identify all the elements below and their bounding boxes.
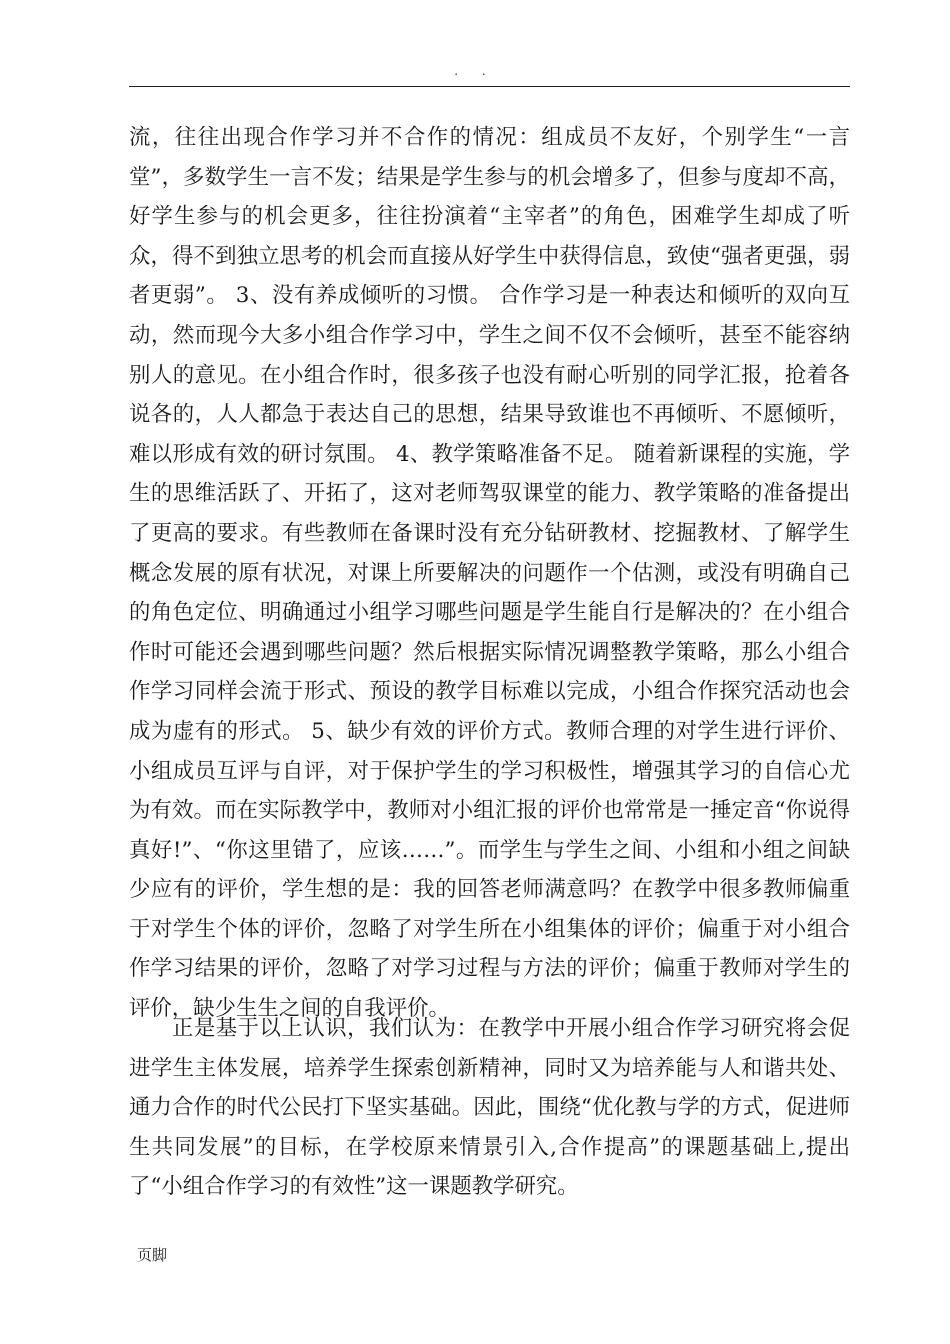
body-paragraph-2: 正是基于以上认识，我们认为：在教学中开展小组合作学习研究将会促进学生主体发展，培养学生探索创新精神，同时又为培养能与人和谐共处、通力合作的时代公民打下坚实基础。因此，围绕“优化教与学的方式，促进师生共同发展”的目标，在学校原来情景引入,合作提高”的课题基础上,提出了“小组合作学习的有效性”这一课题教学研究。	[129, 1016, 850, 1200]
body-paragraph-1: 流，往往出现合作学习并不合作的情况：组成员不友好，个别学生“一言堂”，多数学生一言不发；结果是学生参与的机会增多了，但参与度却不高，好学生参与的机会更多，往往扮演着“主宰者”的角色，困难学生却成了听众，得不到独立思考的机会而直接从好学生中获得信息，致使“强者更强，弱者更弱”。 3、没有养成倾听的习惯。 合作学习是一种表达和倾听的双向互动，然而现今大多小组合作学习中，学生之间不仅不会倾听，甚至不能容纳别人的意见。在小组合作时，很多孩子也没有耐心听别的同学汇报，抢着各说各的，人人都急于表达自己的思想，结果导致谁也不再倾听、不愿倾听，难以形成有效的研讨氛围。 4、教学策略准备不足。 随着新课程的实施，学生的思维活跃了、开拓了，这对老师驾驭课堂的能力、教学策略的准备提出了更高的要求。有些教师在备课时没有充分钻研教材、挖掘教材、了解学生概念发展的原有状况，对课上所要解决的问题作一个估测，或没有明确自己的角色定位、明确通过小组学习哪些问题是学生能自行是解决的？在小组合作时可能还会遇到哪些问题？然后根据实际情况调整教学策略，那么小组合作学习同样会流于形式、预设的教学目标难以完成，小组合作探究活动也会成为虚有的形式。 5、缺少有效的评价方式。教师合理的对学生进行评价、小组成员互评与自评，对于保护学生的学习积极性，增强其学习的自信心尤为有效。而在实际教学中，教师对小组汇报的评价也常常是一捶定音“你说得真好!”、“你这里错了，应该……”。而学生与学生之间、小组和小组之间缺少应有的评价，学生想的是：我的回答老师满意吗？在教学中很多教师偏重于对学生个体的评价，忽略了对学生所在小组集体的评价；偏重于对小组合作学习结果的评价，忽略了对学习过程与方法的评价；偏重于教师对学生的评价，缺少生生之间的自我评价。	[129, 125, 850, 1022]
footer-label: 页脚	[137, 1246, 168, 1264]
header-rule	[129, 86, 850, 87]
header-mark: . .	[454, 64, 496, 78]
